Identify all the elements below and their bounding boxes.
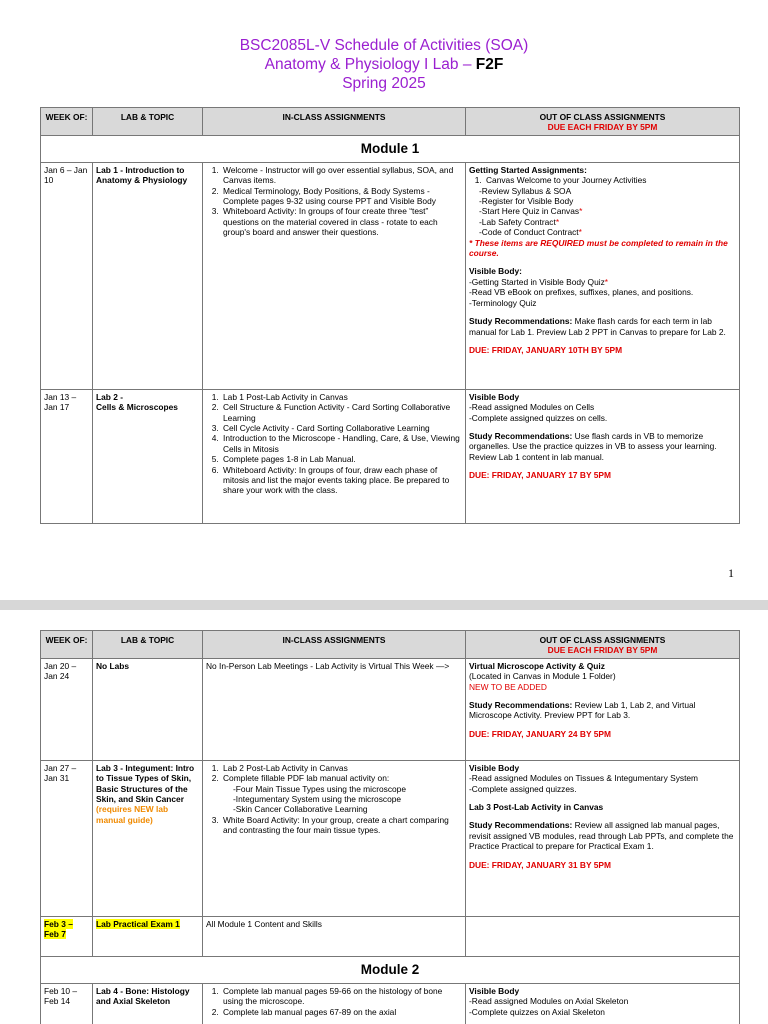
vb-line: -Read assigned Modules on Axial Skeleton — [469, 996, 629, 1007]
due-date: DUE: FRIDAY, JANUARY 17 BY 5PM — [469, 470, 611, 481]
in-class-cell — [203, 760, 466, 916]
sub-item: -Review Syllabus & SOA — [479, 185, 572, 196]
sub-item: -Start Here Quiz in Canvas* — [479, 206, 583, 217]
header-lab-topic: LAB & TOPIC — [93, 631, 203, 659]
due-date: DUE: FRIDAY, JANUARY 24 BY 5PM — [469, 728, 611, 739]
module-row — [41, 135, 740, 162]
list-item: 3. Whiteboard Activity: In groups of four create three “test” questions on the material covered in class - rotate to each group's board and answer their questions. — [221, 206, 462, 237]
required-star: * — [555, 216, 560, 227]
table-row — [41, 658, 740, 760]
table-header-row — [41, 631, 740, 659]
required-note: * These items are REQUIRED must be completed to remain in the course. — [469, 237, 728, 259]
list-item: 1. Welcome - Instructor will go over essential syllabus, SOA, and Canvas items. — [221, 165, 462, 186]
out-of-class-cell — [466, 162, 740, 389]
module-2-heading: Module 2 — [41, 956, 740, 983]
list-item: 5. Complete pages 1-8 in Lab Manual. — [221, 454, 462, 464]
vb-line: -Read assigned Modules on Cells — [469, 402, 595, 413]
sub-item: -Register for Visible Body — [479, 196, 574, 207]
list-item: 6. Whiteboard Activity: In groups of four, draw each phase of mitosis and list the major events taking place. Be prepared to share your work with the class. — [221, 465, 462, 496]
list-item: 3. White Board Activity: In your group, create a chart comparing and contrasting the four main tissue types. — [221, 815, 462, 836]
topic-note: (requires NEW lab manual guide) — [96, 804, 169, 825]
module-row — [41, 956, 740, 983]
header-week: WEEK OF: — [41, 108, 93, 136]
header-in-class: IN-CLASS ASSIGNMENTS — [203, 108, 466, 136]
sub-item: -Lab Safety Contract* — [479, 216, 560, 227]
new-label: NEW TO BE ADDED — [469, 681, 547, 692]
lab-topic-cell: Lab Practical Exam 1 — [93, 916, 203, 956]
list-item: 2. Complete fillable PDF lab manual activity on: -Four Main Tissue Types using the microscope -Integumentary System using the microscope -Skin Cancer Collaborative Learning — [221, 773, 462, 815]
vb-line: -Read assigned Modules on Tissues & Integumentary System — [469, 773, 699, 784]
section-heading: Visible Body — [469, 762, 520, 773]
study-recommendations: Study Recommendations: Use flash cards in VB to memorize organelles. Use the practice quizzes in VB to assess your learning. Review Lab 1 content in lab manual. — [469, 431, 717, 462]
schedule-table-page-1 — [40, 107, 740, 524]
vb-line: -Getting Started in Visible Body Quiz* — [469, 276, 609, 287]
title-line-1: BSC2085L-V Schedule of Activities (SOA) — [239, 37, 529, 54]
in-class-cell: No In-Person Lab Meetings - Lab Activity is Virtual This Week —> — [203, 658, 466, 760]
table-row — [41, 760, 740, 916]
in-class-cell — [203, 389, 466, 523]
lab-topic-cell: Lab 3 - Integument: Intro to Tissue Types of Skin, Basic Structures of the Skin, and Skin Cancer (requires NEW lab manual guide) — [93, 760, 203, 916]
list-item: 1. Lab 1 Post-Lab Activity in Canvas — [221, 392, 462, 402]
lab-topic-cell: No Labs — [93, 658, 203, 760]
header-out-of-class: OUT OF CLASS ASSIGNMENTS DUE EACH FRIDAY BY 5PM — [466, 631, 740, 659]
list-item: 1. Lab 2 Post-Lab Activity in Canvas — [221, 763, 462, 773]
week-cell: Feb 3 – Feb 7 — [41, 916, 93, 956]
vb-line: -Complete assigned quizzes. — [469, 783, 577, 794]
out-of-class-cell — [466, 389, 740, 523]
out-of-class-cell — [466, 983, 740, 1024]
list-item: 4. Introduction to the Microscope - Handling, Care, & Use, Viewing Cells in Mitosis — [221, 433, 462, 454]
vb-line: -Complete quizzes on Axial Skeleton — [469, 1006, 605, 1017]
week-cell: Jan 27 – Jan 31 — [41, 760, 93, 916]
section-heading: Visible Body: — [469, 266, 522, 277]
section-heading: Visible Body — [469, 985, 520, 996]
week-cell: Jan 20 – Jan 24 — [41, 658, 93, 760]
table-row — [41, 916, 740, 956]
due-date: DUE: FRIDAY, JANUARY 10TH BY 5PM — [469, 344, 623, 355]
title-line-3: Spring 2025 — [342, 75, 426, 92]
section-heading: Visible Body — [469, 391, 520, 402]
list-item: 1. Complete lab manual pages 59-66 on the histology of bone using the microscope. — [221, 986, 462, 1007]
week-cell: Feb 10 – Feb 14 — [41, 983, 93, 1024]
sub-item: -Skin Cancer Collaborative Learning — [233, 804, 368, 815]
week-cell: Jan 6 – Jan 10 — [41, 162, 93, 389]
week-cell: Jan 13 – Jan 17 — [41, 389, 93, 523]
sub-item: -Code of Conduct Contract* — [479, 227, 582, 238]
out-of-class-cell — [466, 760, 740, 916]
sub-item: -Four Main Tissue Types using the microscope — [233, 783, 407, 794]
table-row — [41, 983, 740, 1024]
vb-line: -Read VB eBook on prefixes, suffixes, planes, and positions. — [469, 287, 694, 298]
required-star: * — [579, 206, 583, 217]
section-heading: Virtual Microscope Activity & Quiz — [469, 660, 605, 671]
section-heading: Getting Started Assignments: — [469, 164, 587, 175]
schedule-table-page-2 — [40, 630, 740, 1024]
due-date: DUE: FRIDAY, JANUARY 31 BY 5PM — [469, 859, 611, 870]
lab-topic-cell: Lab 1 - Introduction to Anatomy & Physiology — [93, 162, 203, 389]
header-in-class: IN-CLASS ASSIGNMENTS — [203, 631, 466, 659]
in-class-cell — [203, 162, 466, 389]
study-recommendations: Study Recommendations: Review all assigned lab manual pages, revisit assigned VB modules, read through Lab PPTs, and complete the Practice Practical to prepare for Practical Exam 1. — [469, 820, 734, 852]
table-row — [41, 162, 740, 389]
title-line-2: Anatomy & Physiology I Lab – F2F — [264, 56, 504, 73]
vb-line: -Complete assigned quizzes on cells. — [469, 412, 608, 423]
study-recommendations: Study Recommendations: Review Lab 1, Lab 2, and Virtual Microscope Activity. Preview PPT for Lab 3. — [469, 700, 696, 721]
lab-topic-cell: Lab 4 - Bone: Histology and Axial Skeleton — [93, 983, 203, 1024]
table-row — [41, 389, 740, 523]
sub-note: (Located in Canvas in Module 1 Folder) — [469, 671, 616, 682]
page-number: 1 — [728, 566, 734, 580]
list-item: 1. Canvas Welcome to your Journey Activities — [484, 175, 736, 185]
list-item: 2. Medical Terminology, Body Positions, & Body Systems - Complete pages 9-32 using course PPT and Visible Body — [221, 186, 462, 207]
required-star: * — [578, 227, 582, 238]
out-of-class-cell — [466, 658, 740, 760]
list-item: 2. Cell Structure & Function Activity - Card Sorting Collaborative Learning — [221, 402, 462, 423]
document-title — [0, 0, 768, 93]
in-class-cell — [203, 983, 466, 1024]
page-2 — [0, 610, 768, 1024]
lab-topic-cell: Lab 2 - Cells & Microscopes — [93, 389, 203, 523]
header-out-of-class: OUT OF CLASS ASSIGNMENTS DUE EACH FRIDAY BY 5PM — [466, 108, 740, 136]
vb-line: -Terminology Quiz — [469, 297, 537, 308]
post-lab-activity: Lab 3 Post-Lab Activity in Canvas — [469, 802, 604, 813]
list-item: 2. Complete lab manual pages 67-89 on the axial — [221, 1007, 462, 1017]
header-lab-topic: LAB & TOPIC — [93, 108, 203, 136]
header-week: WEEK OF: — [41, 631, 93, 659]
in-class-cell: All Module 1 Content and Skills — [203, 916, 466, 956]
out-of-class-cell — [466, 916, 740, 956]
module-1-heading: Module 1 — [41, 135, 740, 162]
table-header-row — [41, 108, 740, 136]
study-recommendations: Study Recommendations: Make flash cards for each term in lab manual for Lab 1. Preview Lab 2 PPT in Canvas to prepare for Lab 2. — [469, 316, 726, 337]
sub-item: -Integumentary System using the microscope — [233, 794, 402, 805]
list-item: 3. Cell Cycle Activity - Card Sorting Collaborative Learning — [221, 423, 462, 433]
